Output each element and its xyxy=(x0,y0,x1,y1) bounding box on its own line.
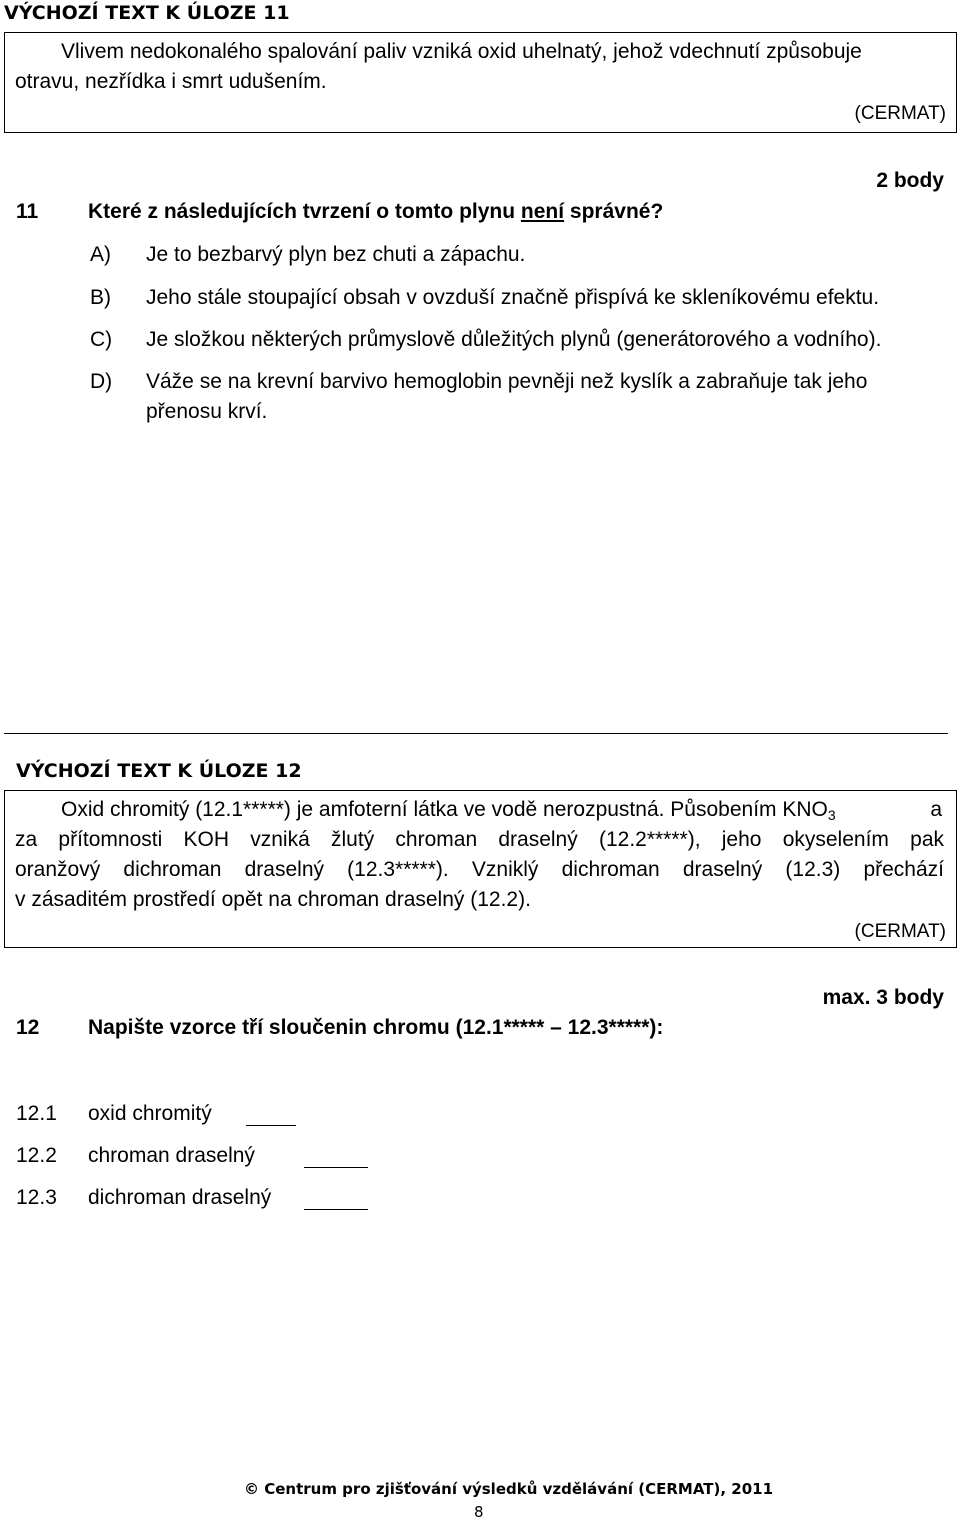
answer-label-12-3: dichroman draselný xyxy=(88,1186,272,1209)
option-text-b[interactable]: Jeho stále stoupající obsah v ovzduší značně přispívá ke skleníkovému efektu. xyxy=(146,286,880,309)
section-11-intro-line2: otravu, nezřídka i smrt udušením. xyxy=(15,70,327,93)
question-12-text: Napište vzorce tří sloučenin chromu (12.1***** – 12.3*****): xyxy=(88,1016,664,1039)
question-11-points: 2 body xyxy=(876,169,944,192)
question-12-number: 12 xyxy=(16,1016,40,1039)
answer-number-12-1: 12.1 xyxy=(16,1102,57,1125)
option-letter-a: A) xyxy=(90,243,111,266)
question-11-number: 11 xyxy=(16,200,39,223)
section-12-heading: VÝCHOZÍ TEXT K ÚLOZE 12 xyxy=(16,760,302,782)
section-12-source: (CERMAT) xyxy=(854,921,946,942)
answer-label-12-2: chroman draselný xyxy=(88,1144,255,1167)
question-11-underlined-word: není xyxy=(520,200,565,223)
answer-number-12-2: 12.2 xyxy=(16,1144,57,1167)
option-text-d-line2: přenosu krví. xyxy=(146,400,268,423)
section-11-source-box xyxy=(4,32,957,133)
section-12-line1: Oxid chromitý (12.1*****) je amfoterní látka ve vodě nerozpustná. Působením $KNO_3$ xyxy=(61,798,836,823)
section-12-line3: oranžový dichroman draselný (12.3*****). Vzniklý dichroman draselný (12.3) přechází xyxy=(15,858,944,881)
option-letter-b: B) xyxy=(90,286,111,309)
answer-label-12-1: oxid chromitý xyxy=(88,1102,212,1125)
section-12-line4: v zásaditém prostředí opět na chroman draselný (12.2). xyxy=(15,888,531,911)
option-letter-d: D) xyxy=(90,370,113,393)
answer-number-12-3: 12.3 xyxy=(16,1186,57,1209)
answer-blank-12-3[interactable] xyxy=(304,1208,368,1210)
option-text-c[interactable]: Je složkou některých průmyslově důležitých plynů (generátorového a vodního). xyxy=(146,328,882,351)
subscript-3: 3 xyxy=(827,807,836,823)
section-11-source: (CERMAT) xyxy=(854,103,946,124)
section-12-source-box xyxy=(4,790,957,948)
section-divider xyxy=(4,733,948,734)
section-12-line1-end: a xyxy=(930,798,942,821)
option-letter-c: C) xyxy=(90,328,113,351)
answer-blank-12-2[interactable] xyxy=(304,1166,368,1168)
section-11-heading: VÝCHOZÍ TEXT K ÚLOZE 11 xyxy=(4,2,290,24)
page-number: 8 xyxy=(474,1503,484,1521)
footer-copyright: © Centrum pro zjišťování výsledků vzdělávání (CERMAT), 2011 xyxy=(244,1480,774,1498)
question-12-points: max. 3 body xyxy=(822,986,944,1009)
section-12-line2: za přítomnosti KOH vzniká žlutý chroman draselný (12.2*****), jeho okyselením pak xyxy=(15,828,944,851)
option-text-d[interactable]: Váže se na krevní barvivo hemoglobin pevněji než kyslík a zabraňuje tak jeho xyxy=(146,370,868,393)
answer-blank-12-1[interactable] xyxy=(246,1124,296,1126)
question-11-text: Které z následujících tvrzení o tomto plynu není správné? xyxy=(88,200,664,223)
section-11-intro-line1: Vlivem nedokonalého spalování paliv vzniká oxid uhelnatý, jehož vdechnutí způsobuje xyxy=(61,40,862,63)
option-text-a[interactable]: Je to bezbarvý plyn bez chuti a zápachu. xyxy=(146,243,526,266)
